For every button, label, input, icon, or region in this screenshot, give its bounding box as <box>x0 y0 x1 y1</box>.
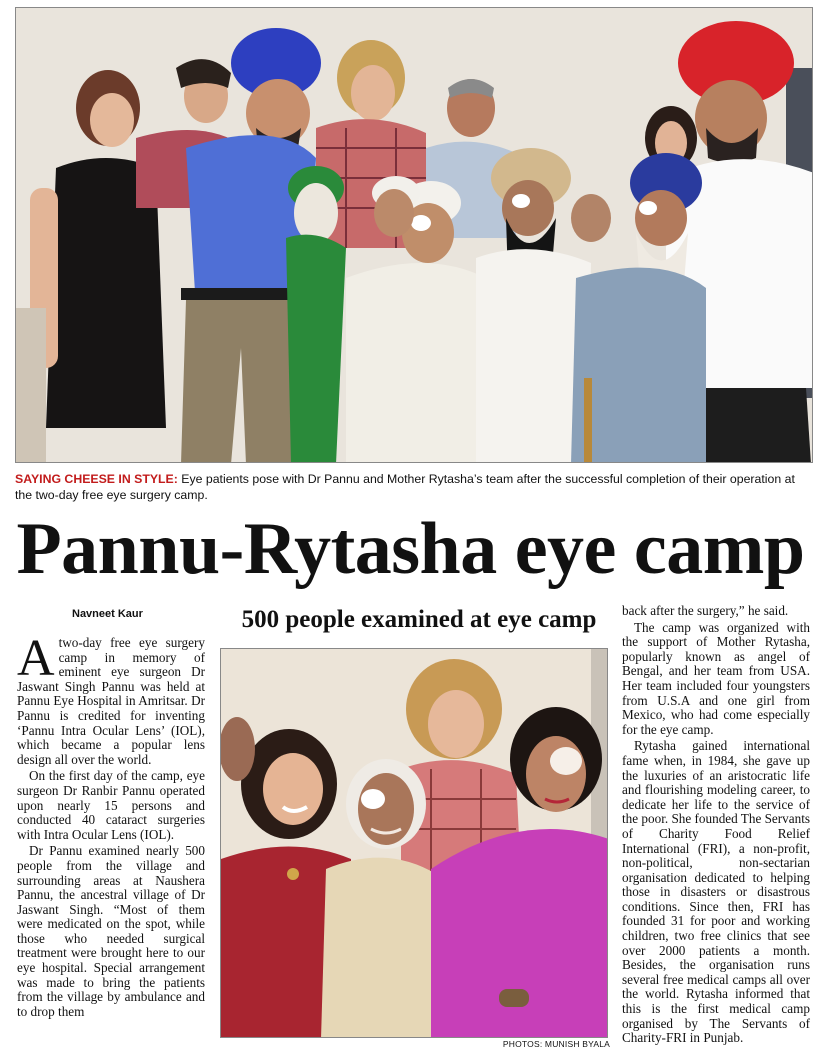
article-paragraph-6: Rytasha gained international fame when, in 1984, she gave up the luxuries of an aristocratic life and flourishing modeling career, to dedicate her life to the service of the poor. She founded The Servants of Charity Food Relief International (FRI), a non-profit, non-political, non-sectarian organisation dedicated to helping those in disasters or disastrous conditions. Since then, FRI has founded 31 for poor and working children, two free clinics that see over 2000 patients a month. Besides, the organisation runs several free medical camps all over the world. Rytasha informed that this is the first medical camp organised by The Servants of Charity-FRI in Punjab. <box>622 738 811 1046</box>
patient-old-man-right <box>571 194 611 242</box>
article-paragraph-4: back after the surgery,” he said. <box>622 603 789 618</box>
top-photo-illustration <box>16 8 813 463</box>
caption-lead: SAYING CHEESE IN STYLE: <box>15 472 178 486</box>
patient-green-turban <box>286 166 346 463</box>
bottom-photo-illustration <box>221 649 608 1038</box>
article-paragraph-1 <box>17 630 205 767</box>
top-photo <box>15 7 813 463</box>
subheadline: 500 people examined at eye camp <box>241 606 597 633</box>
byline: Navneet Kaur <box>72 608 143 620</box>
bottom-photo <box>220 648 608 1038</box>
article-paragraph-5: The camp was organized with the support of Mother Rytasha, popularly known as angel of Bengal, and her team from USA. Her team included four youngsters from U.S.A and one girl from Mexico, who had come especially for the eye camp. <box>622 619 810 737</box>
photo-credit: PHOTOS: MUNISH BYALA <box>502 1039 610 1049</box>
article-column-left <box>17 630 205 1019</box>
article-paragraph-2: On the first day of the camp, eye surgeon Dr Ranbir Pannu operated upon nearly 15 persons and conducted 40 cataract surgeries with Intra Ocular Lens (IOL). <box>17 768 205 842</box>
article-paragraph-1-text: two-day free eye surgery camp in memory of eminent eye surgeon Dr Jaswant Singh Pannu was held at Pannu Eye Hospital in Amritsar. Dr Pannu is credited for inventing ‘Pannu Intra Ocular Lens’ (IOL), which became a popular lens design all over the world. <box>17 635 205 767</box>
headline: Pannu-Rytasha eye camp <box>16 508 805 590</box>
photo-caption <box>15 471 811 503</box>
drop-cap: A <box>17 630 55 687</box>
article-column-right <box>622 604 810 1046</box>
caption-text: Eye patients pose with Dr Pannu and Mother Rytasha’s team after the successful completion of their operation at the two-day free eye surgery camp. <box>15 472 795 502</box>
article-paragraph-3: Dr Pannu examined nearly 500 people from the village and surrounding areas at Naushera Pannu, the ancestral village of Dr Jaswant Singh. “Most of them were medicated on the spot, while those who needed surgical treatment were brought here to our eye hospital. Special arrangement was made to bring the patients from the village by ambulance and to drop them <box>17 843 205 1019</box>
